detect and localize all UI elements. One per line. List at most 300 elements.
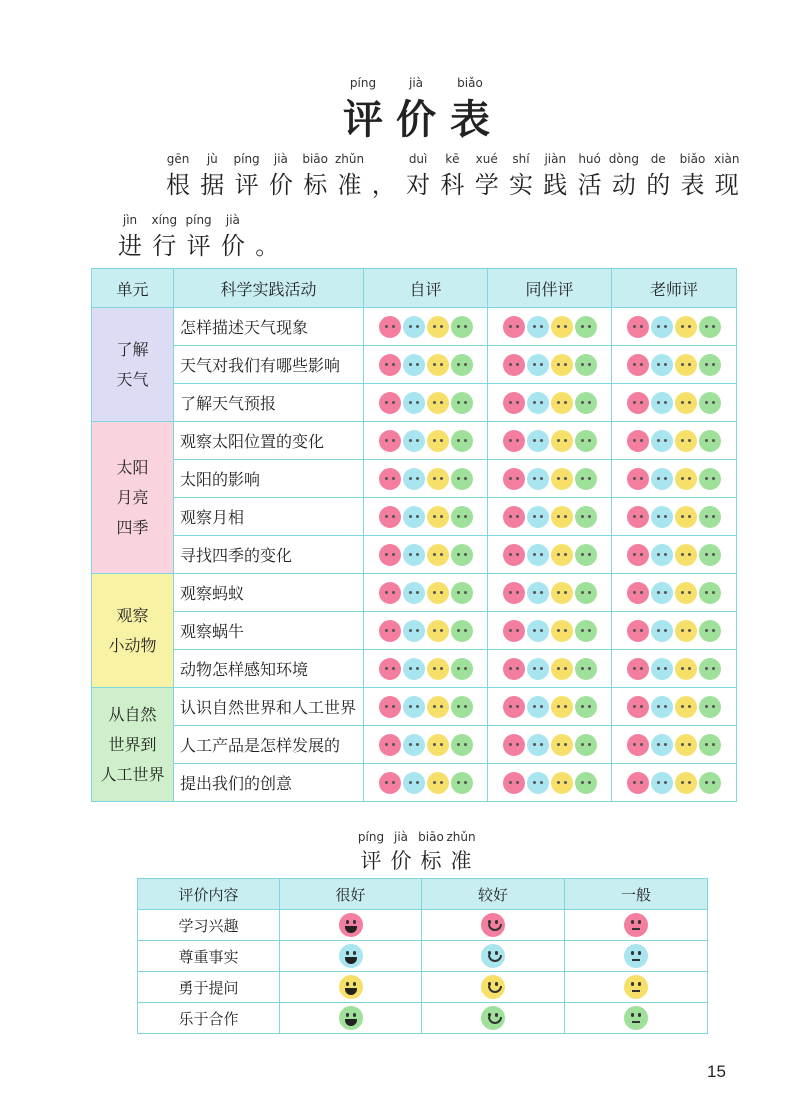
instruction-pinyin: jià [273,152,288,166]
rating-cell [612,384,737,422]
standard-pinyin: jià [393,830,409,844]
instruction-pinyin: dòng [608,152,639,166]
eye [631,920,634,924]
instruction-pinyin: jià [225,213,240,227]
face-icon [551,544,573,566]
standard-char: 评 [360,849,382,873]
instruction-char: 评 [234,171,259,199]
rating-cell [364,536,488,574]
face-icon [651,582,673,604]
rating-cell [488,574,612,612]
activity-cell: 人工产品是怎样发展的 [174,726,364,764]
unit-name-line: 天气 [116,369,149,389]
unit-cell [92,308,174,422]
face-cell [565,1003,708,1034]
instruction-pinyin: de [650,152,666,166]
column-header: 老师评 [612,269,737,308]
face-icon [627,696,649,718]
face-icon [699,582,721,604]
column-header: 单元 [92,269,174,308]
face-icon [575,316,597,338]
face-icon [503,734,525,756]
face-icon [575,354,597,376]
eye [353,951,356,955]
face-cell [422,941,565,972]
face-icon [427,696,449,718]
face-icon [451,582,473,604]
mouth [632,959,640,961]
face-icon [379,696,401,718]
rating-cell [612,346,737,384]
face-icon [403,772,425,794]
title-pinyin: biǎo [457,76,483,90]
face-icon [451,658,473,680]
standard-pinyin: biāo [418,830,444,844]
instruction-pinyin: xiàn [714,152,740,166]
face-icon [379,354,401,376]
face-icon [527,316,549,338]
face-icon [403,354,425,376]
face-icon [699,506,721,528]
table-row [92,688,737,726]
face-icon [379,506,401,528]
standard-table [137,878,708,1034]
mouth [488,1017,502,1024]
face-icon [451,696,473,718]
face-icon [699,316,721,338]
face-icon [651,544,673,566]
face-icon [503,468,525,490]
face-icon [403,620,425,642]
face-icon [403,734,425,756]
face-icon [451,430,473,452]
face-icon [403,506,425,528]
face-icon [379,620,401,642]
instruction-char: 学 [474,171,499,199]
face-cell [422,1003,565,1034]
face-icon [451,506,473,528]
column-header: 自评 [364,269,488,308]
instruction-pinyin: píng [233,152,260,166]
eye [638,982,641,986]
face-icon [427,658,449,680]
face-icon [527,430,549,452]
activity-cell: 认识自然世界和人工世界 [174,688,364,726]
face-icon [451,354,473,376]
face-icon [675,316,697,338]
face-icon [379,430,401,452]
face-icon [551,316,573,338]
rating-cell [488,650,612,688]
rating-cell [612,460,737,498]
unit-cell [92,422,174,574]
face-icon [503,316,525,338]
rating-cell [364,688,488,726]
face-icon [451,620,473,642]
rating-cell [612,688,737,726]
standard-table-header [138,879,708,910]
face-icon [575,544,597,566]
face-icon [403,392,425,414]
face-icon [651,734,673,756]
rating-cell [364,498,488,536]
face-icon [403,696,425,718]
eye [346,1013,349,1017]
face-icon [379,658,401,680]
face-icon [527,468,549,490]
face-icon [503,620,525,642]
face-icon [403,544,425,566]
rating-cell [364,574,488,612]
face-icon [627,392,649,414]
title-char: 表 [450,97,490,143]
face-icon [503,582,525,604]
rating-cell [612,498,737,536]
face-icon [527,544,549,566]
activity-cell: 了解天气预报 [174,384,364,422]
face-icon [427,354,449,376]
face-icon [503,392,525,414]
eye [631,982,634,986]
instruction-char: 价 [220,232,245,260]
face-icon [675,430,697,452]
instruction-pinyin: jù [206,152,218,166]
instruction-char: 标 [303,171,328,199]
activity-cell: 观察蜗牛 [174,612,364,650]
face-icon [379,582,401,604]
face-icon [503,696,525,718]
rating-cell [488,346,612,384]
face-icon [627,734,649,756]
instruction-char: 表 [680,171,705,199]
standard-char: 准 [450,849,472,873]
face-icon [379,772,401,794]
activity-cell: 提出我们的创意 [174,764,364,802]
unit-name-line: 世界到 [108,734,157,754]
face-icon [699,620,721,642]
grin-face-icon [339,975,363,999]
face-icon [699,354,721,376]
rating-cell [612,536,737,574]
title-pinyin: píng [349,76,377,90]
neutral-face-icon [624,975,648,999]
face-icon [503,430,525,452]
activity-cell: 动物怎样感知环境 [174,650,364,688]
evaluation-table [91,268,737,802]
eye [631,1013,634,1017]
instruction-char: 科 [440,171,465,199]
activity-cell: 观察月相 [174,498,364,536]
instruction-char: 的 [646,171,671,199]
face-icon [551,468,573,490]
activity-cell: 天气对我们有哪些影响 [174,346,364,384]
face-icon [575,468,597,490]
eye [638,920,641,924]
table-row [92,612,737,650]
instruction-char: 评 [186,232,211,260]
face-icon [699,430,721,452]
instruction-pinyin: xué [475,152,498,166]
criterion-cell: 勇于提问 [138,972,280,1003]
unit-name-line: 太阳 [116,457,149,477]
eye [346,951,349,955]
face-icon [379,544,401,566]
face-icon [427,468,449,490]
face-icon [503,772,525,794]
face-icon [403,582,425,604]
face-icon [551,430,573,452]
face-icon [575,506,597,528]
face-icon [627,430,649,452]
face-icon [527,354,549,376]
face-icon [675,544,697,566]
rating-cell [488,384,612,422]
face-icon [427,620,449,642]
activity-cell: 怎样描述天气现象 [174,308,364,346]
rating-cell [364,308,488,346]
face-icon [651,316,673,338]
unit-name-line: 四季 [116,517,149,537]
eye [346,982,349,986]
table-row [138,1003,708,1034]
smile-face-icon [481,944,505,968]
instruction-char: 进 [118,232,142,260]
face-icon [379,316,401,338]
instruction-char: ， [371,171,396,199]
face-icon [651,772,673,794]
rating-cell [364,650,488,688]
title-char: 价 [396,97,436,143]
face-icon [427,506,449,528]
instruction-pinyin: biāo [302,152,329,166]
criterion-cell: 乐于合作 [138,1003,280,1034]
face-icon [575,430,597,452]
face-icon [699,772,721,794]
face-icon [699,468,721,490]
table-row [92,384,737,422]
activity-cell: 观察太阳位置的变化 [174,422,364,460]
mouth [632,990,640,992]
table-row [138,910,708,941]
instruction-pinyin: biǎo [679,152,706,166]
mouth [345,988,357,995]
table-row [92,650,737,688]
face-cell [422,910,565,941]
face-icon [427,544,449,566]
face-icon [627,506,649,528]
face-icon [379,392,401,414]
rating-cell [488,688,612,726]
mouth [488,986,502,993]
face-icon [627,468,649,490]
rating-cell [488,308,612,346]
standard-pinyin: zhǔn [446,830,476,844]
instruction-pinyin: zhǔn [334,152,365,166]
face-icon [627,658,649,680]
column-header: 较好 [422,879,565,910]
face-icon [427,734,449,756]
face-icon [651,506,673,528]
table-row [92,422,737,460]
face-icon [627,316,649,338]
rating-cell [364,460,488,498]
column-header: 很好 [280,879,422,910]
smile-face-icon [481,1006,505,1030]
face-icon [627,354,649,376]
face-icon [503,658,525,680]
face-icon [699,658,721,680]
face-icon [627,582,649,604]
face-icon [503,544,525,566]
criterion-cell: 尊重事实 [138,941,280,972]
face-icon [527,772,549,794]
face-icon [675,506,697,528]
evaluation-table-header [92,269,737,308]
face-icon [551,696,573,718]
face-icon [651,468,673,490]
activity-cell: 太阳的影响 [174,460,364,498]
table-row [138,941,708,972]
face-icon [551,506,573,528]
table-row [92,460,737,498]
instruction-pinyin: gēn [166,152,190,166]
smile-face-icon [481,913,505,937]
neutral-face-icon [624,1006,648,1030]
face-icon [551,658,573,680]
face-icon [675,772,697,794]
face-cell [565,972,708,1003]
eye [638,951,641,955]
rating-cell [612,764,737,802]
face-icon [651,354,673,376]
rating-cell [612,574,737,612]
face-icon [575,734,597,756]
standard-char: 标 [420,849,442,873]
face-cell [565,941,708,972]
grin-face-icon [339,944,363,968]
face-icon [527,620,549,642]
face-icon [651,392,673,414]
grin-face-icon [339,913,363,937]
face-icon [699,696,721,718]
rating-cell [488,612,612,650]
face-cell [280,1003,422,1034]
instruction-char: 践 [543,171,568,199]
standard-pinyin: píng [357,830,385,844]
rating-cell [612,726,737,764]
rating-cell [488,460,612,498]
column-header: 一般 [565,879,708,910]
face-icon [503,354,525,376]
face-icon [451,392,473,414]
instruction-char: 据 [200,171,225,199]
mouth [345,957,357,964]
face-icon [403,430,425,452]
face-icon [699,734,721,756]
face-icon [627,544,649,566]
unit-cell [92,688,174,802]
face-icon [675,734,697,756]
neutral-face-icon [624,944,648,968]
face-cell [422,972,565,1003]
mouth [632,1021,640,1023]
mouth [632,928,640,930]
face-icon [699,392,721,414]
smile-face-icon [481,975,505,999]
rating-cell [364,346,488,384]
face-icon [379,468,401,490]
unit-name-line: 月亮 [116,487,149,507]
face-icon [451,734,473,756]
face-icon [575,658,597,680]
instruction-char: 对 [406,171,431,199]
instruction-char: 准 [337,171,362,199]
face-icon [427,430,449,452]
face-icon [427,392,449,414]
rating-cell [488,726,612,764]
face-icon [527,734,549,756]
face-icon [651,696,673,718]
title-char: 评 [343,97,383,143]
instruction-pinyin: kē [445,152,460,166]
instruction-char: 。 [255,232,280,260]
face-icon [527,696,549,718]
face-icon [451,772,473,794]
eye [346,920,349,924]
eye [353,920,356,924]
face-icon [675,582,697,604]
mouth [345,926,357,933]
activity-cell: 寻找四季的变化 [174,536,364,574]
instruction-char: 动 [611,171,636,199]
face-icon [699,544,721,566]
face-icon [527,392,549,414]
face-icon [379,734,401,756]
face-icon [527,582,549,604]
rating-cell [364,612,488,650]
table-row [92,726,737,764]
face-icon [551,734,573,756]
instruction-char: 行 [152,232,177,260]
rating-cell [488,498,612,536]
criterion-cell: 学习兴趣 [138,910,280,941]
unit-name-line: 了解 [116,339,149,359]
rating-cell [612,308,737,346]
instruction-char: 价 [268,171,293,199]
face-icon [551,582,573,604]
face-icon [551,354,573,376]
mouth [488,924,502,931]
face-icon [451,544,473,566]
table-row [92,498,737,536]
face-icon [427,582,449,604]
rating-cell [364,384,488,422]
face-icon [403,316,425,338]
neutral-face-icon [624,913,648,937]
face-icon [451,316,473,338]
instruction-pinyin: huó [578,152,601,166]
face-icon [451,468,473,490]
rating-cell [488,536,612,574]
face-icon [527,506,549,528]
face-icon [575,620,597,642]
column-header: 科学实践活动 [174,269,364,308]
eye [353,982,356,986]
face-icon [675,354,697,376]
eye [353,1013,356,1017]
column-header: 同伴评 [488,269,612,308]
face-icon [403,658,425,680]
